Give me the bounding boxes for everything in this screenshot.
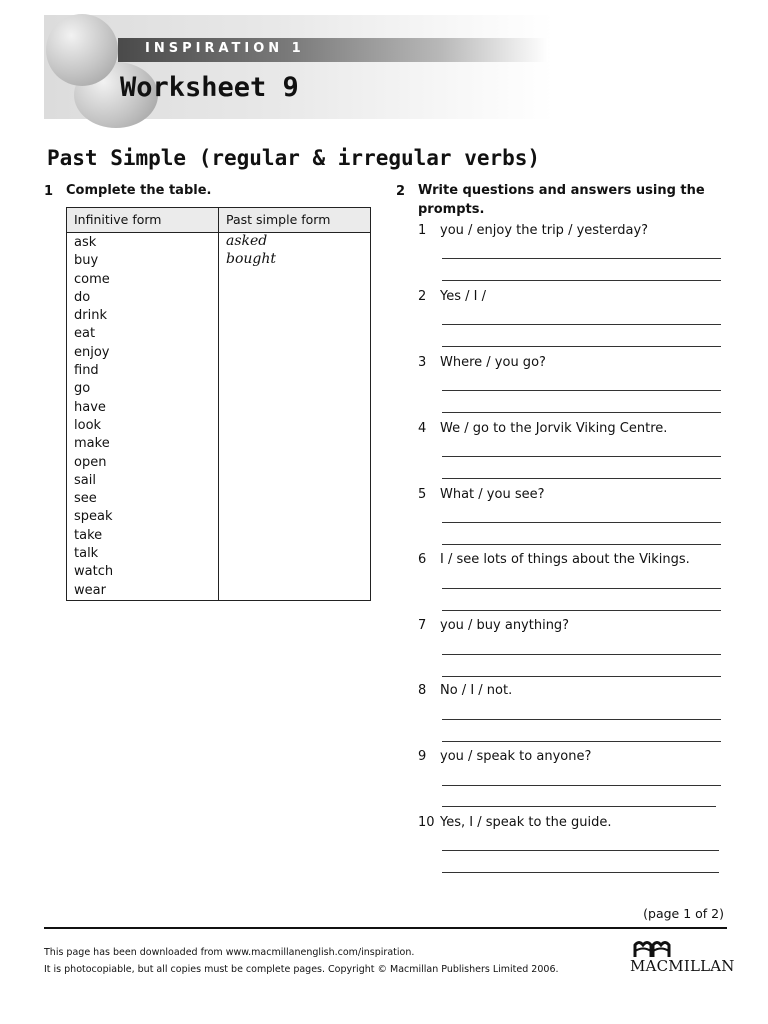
verb-buy: buy — [74, 253, 99, 269]
verb-speak: speak — [74, 509, 113, 525]
verb-look: look — [74, 417, 102, 433]
verb-find: find — [74, 363, 99, 379]
question-prompt: I / see lots of things about the Vikings. — [440, 552, 690, 567]
question-prompt: No / I / not. — [440, 683, 513, 698]
verb-talk: talk — [74, 546, 99, 562]
worksheet-title: Worksheet 9 — [120, 72, 299, 103]
answer-line[interactable] — [442, 390, 721, 391]
answer-line[interactable] — [442, 324, 721, 325]
verb-come: come — [74, 271, 110, 287]
macmillan-logo-text: MACMILLAN — [630, 957, 735, 975]
question-number: 10 — [418, 815, 435, 830]
question-prompt: you / buy anything? — [440, 618, 570, 633]
footer-download-note: This page has been downloaded from www.macmillanenglish.com/inspiration. — [44, 947, 415, 958]
column-header-infinitive: Infinitive form — [74, 212, 162, 227]
question-number: 7 — [418, 618, 427, 633]
page-title: Past Simple (regular & irregular verbs) — [47, 146, 541, 170]
question-number: 2 — [418, 289, 427, 304]
verb-enjoy: enjoy — [74, 344, 110, 360]
exercise-1-number: 1 — [44, 184, 54, 199]
verb-ask: ask — [74, 235, 97, 250]
question-prompt: you / speak to anyone? — [440, 749, 592, 764]
example-answer-asked: asked — [226, 233, 268, 249]
question-number: 4 — [418, 421, 427, 436]
verb-eat: eat — [74, 326, 96, 342]
answer-line[interactable] — [442, 806, 716, 807]
question-number: 3 — [418, 355, 427, 370]
answer-line[interactable] — [442, 258, 721, 259]
exercise-2-instruction-line: Write questions and answers using the — [418, 183, 705, 198]
header-circle-decoration — [46, 14, 118, 86]
question-number: 1 — [418, 223, 427, 238]
verb-open: open — [74, 454, 107, 470]
answer-line[interactable] — [442, 456, 721, 457]
answer-line[interactable] — [442, 346, 721, 347]
answer-line[interactable] — [442, 676, 721, 677]
exercise-2-number: 2 — [396, 184, 406, 199]
example-answer-bought: bought — [226, 251, 277, 267]
table-divider — [218, 208, 219, 600]
column-header-past-simple: Past simple form — [226, 212, 331, 227]
question-number: 8 — [418, 683, 427, 698]
question-number: 5 — [418, 487, 427, 502]
question-number: 6 — [418, 552, 427, 567]
footer-copyright: It is photocopiable, but all copies must be complete pages. Copyright © Macmillan Publishers Limited 2006. — [44, 964, 559, 975]
verb-watch: watch — [74, 564, 114, 580]
answer-line[interactable] — [442, 741, 721, 742]
answer-line[interactable] — [442, 412, 721, 413]
answer-line[interactable] — [442, 872, 719, 873]
answer-line[interactable] — [442, 785, 721, 786]
page-indicator: (page 1 of 2) — [643, 906, 724, 921]
question-prompt: Yes / I / — [440, 289, 486, 304]
exercise-1-instruction: Complete the table. — [66, 183, 212, 198]
verb-table — [66, 207, 371, 601]
verb-sail: sail — [74, 472, 96, 488]
question-number: 9 — [418, 749, 427, 764]
question-prompt: We / go to the Jorvik Viking Centre. — [440, 421, 668, 436]
question-prompt: What / you see? — [440, 487, 545, 502]
exercise-2-instruction — [418, 181, 705, 219]
series-title: INSPIRATION 1 — [145, 41, 305, 56]
verb-take: take — [74, 527, 103, 543]
footer-divider — [44, 927, 727, 929]
answer-line[interactable] — [442, 719, 721, 720]
answer-line[interactable] — [442, 280, 721, 281]
infinitive-list — [74, 234, 113, 600]
verb-go: go — [74, 381, 91, 397]
verb-wear: wear — [74, 582, 106, 598]
answer-line[interactable] — [442, 478, 721, 479]
macmillan-logo-icon — [633, 937, 671, 959]
verb-drink: drink — [74, 308, 107, 324]
verb-make: make — [74, 436, 110, 452]
question-prompt: you / enjoy the trip / yesterday? — [440, 223, 649, 238]
verb-have: have — [74, 399, 106, 415]
answer-line[interactable] — [442, 544, 721, 545]
verb-see: see — [74, 491, 97, 507]
question-prompt: Where / you go? — [440, 355, 546, 370]
question-prompt: Yes, I / speak to the guide. — [440, 815, 612, 830]
answer-line[interactable] — [442, 522, 721, 523]
answer-line[interactable] — [442, 588, 721, 589]
answer-line[interactable] — [442, 610, 721, 611]
answer-line[interactable] — [442, 850, 719, 851]
exercise-2-instruction-line: prompts. — [418, 202, 485, 217]
verb-do: do — [74, 289, 91, 305]
answer-line[interactable] — [442, 654, 721, 655]
